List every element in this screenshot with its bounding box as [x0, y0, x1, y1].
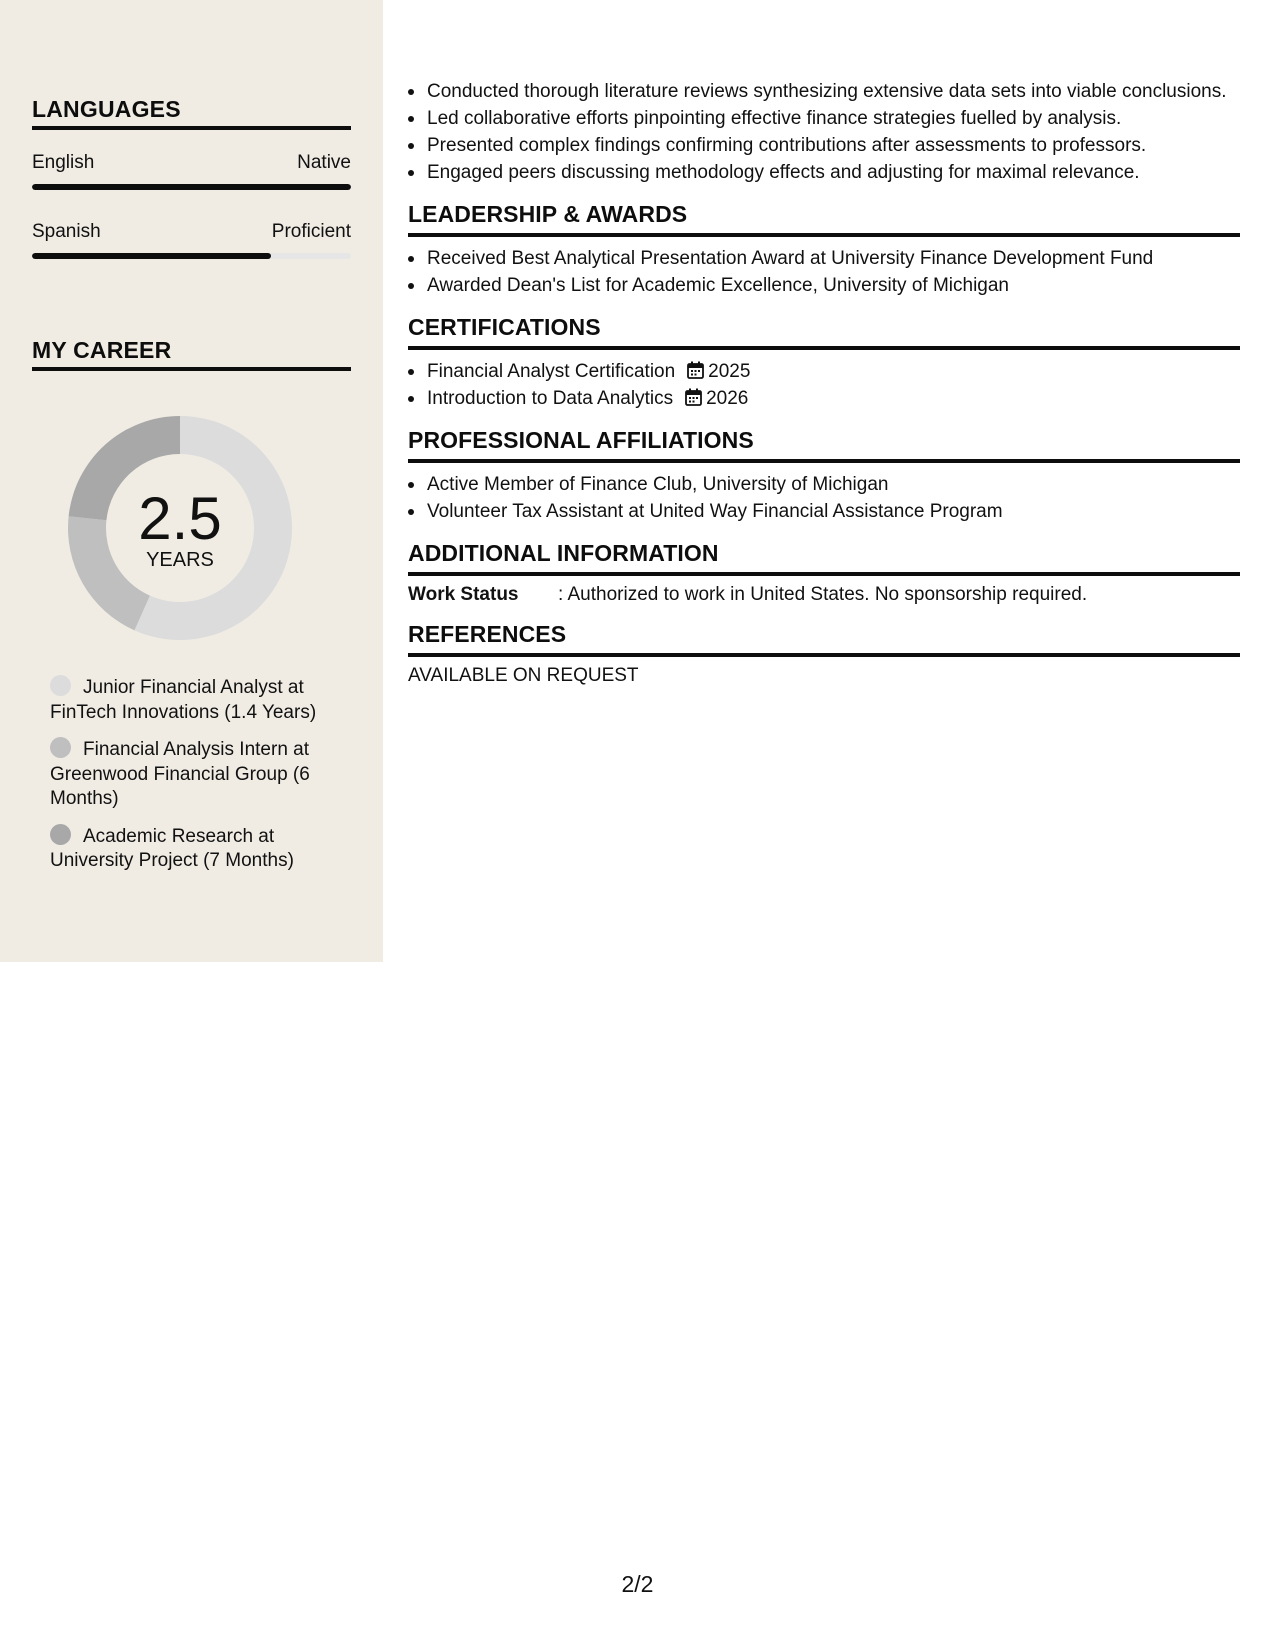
- career-rule: [32, 367, 351, 371]
- main-content: [408, 78, 1240, 687]
- career-title: MY CAREER: [32, 337, 172, 363]
- page-number: 2/2: [621, 1571, 654, 1597]
- affiliation-item: Active Member of Finance Club, University of Michigan: [408, 471, 1240, 498]
- work-status-label: Work Status: [408, 584, 519, 605]
- certification-item: [408, 385, 1240, 412]
- leadership-list: [408, 245, 1240, 299]
- legend-dot: [50, 737, 71, 758]
- career-legend-item: [50, 675, 340, 725]
- career-total-unit: YEARS: [146, 549, 214, 571]
- language-name: Spanish: [32, 221, 101, 242]
- work-status-value: : Authorized to work in United States. No sponsorship required.: [558, 584, 1088, 605]
- leadership-item: Awarded Dean's List for Academic Excellence, University of Michigan: [408, 272, 1240, 299]
- calendar-icon: [687, 361, 704, 379]
- language-level: Proficient: [271, 221, 351, 242]
- career-total-years: 2.5: [138, 485, 222, 552]
- language-bar-fill: [32, 184, 351, 190]
- career-legend-item: [50, 824, 340, 874]
- calendar-icon: [685, 388, 702, 406]
- work-status-row: [408, 584, 1240, 606]
- additional-info-rule: [408, 572, 1240, 576]
- certification-name: Introduction to Data Analytics: [427, 388, 674, 409]
- experience-bullet: Presented complex findings confirming contributions after assessments to professors.: [408, 132, 1240, 159]
- legend-dot: [50, 675, 71, 696]
- references-text: AVAILABLE ON REQUEST: [408, 665, 639, 686]
- experience-bullet: Conducted thorough literature reviews synthesizing extensive data sets into viable conclusions.: [408, 78, 1240, 105]
- references-title: REFERENCES: [408, 621, 567, 647]
- certifications-rule: [408, 346, 1240, 350]
- languages-title: LANGUAGES: [32, 96, 181, 122]
- legend-label: Junior Financial Analyst at FinTech Innovations (1.4 Years): [50, 677, 317, 723]
- certification-item: [408, 358, 1240, 385]
- languages-rule: [32, 126, 351, 130]
- language-row-english: [32, 152, 351, 174]
- additional-info-title: ADDITIONAL INFORMATION: [408, 540, 719, 566]
- affiliations-list: [408, 471, 1240, 525]
- language-row-spanish: [32, 221, 351, 243]
- language-bar-english: [32, 184, 351, 190]
- language-level: Native: [297, 152, 351, 173]
- career-legend: [50, 675, 340, 886]
- experience-bullet: Engaged peers discussing methodology effects and adjusting for maximal relevance.: [408, 159, 1240, 186]
- career-legend-item: [50, 737, 340, 812]
- experience-bullets: [408, 78, 1240, 186]
- certification-year: 2025: [708, 361, 751, 382]
- legend-label: Financial Analysis Intern at Greenwood Financial Group (6 Months): [50, 739, 310, 809]
- certifications-title: CERTIFICATIONS: [408, 314, 601, 340]
- sidebar: [0, 0, 383, 962]
- language-bar-spanish: [32, 253, 351, 259]
- experience-bullet: Led collaborative efforts pinpointing effective finance strategies fuelled by analysis.: [408, 105, 1240, 132]
- leadership-rule: [408, 233, 1240, 237]
- affiliations-title: PROFESSIONAL AFFILIATIONS: [408, 427, 754, 453]
- language-name: English: [32, 152, 95, 173]
- certification-name: Financial Analyst Certification: [427, 361, 676, 382]
- affiliation-item: Volunteer Tax Assistant at United Way Financial Assistance Program: [408, 498, 1240, 525]
- language-bar-fill: [32, 253, 271, 259]
- references-rule: [408, 653, 1240, 657]
- leadership-title: LEADERSHIP & AWARDS: [408, 201, 688, 227]
- leadership-item: Received Best Analytical Presentation Award at University Finance Development Fund: [408, 245, 1240, 272]
- certifications-list: [408, 358, 1240, 412]
- legend-dot: [50, 824, 71, 845]
- legend-label: Academic Research at University Project (7 Months): [50, 825, 294, 871]
- affiliations-rule: [408, 459, 1240, 463]
- certification-year: 2026: [706, 388, 749, 409]
